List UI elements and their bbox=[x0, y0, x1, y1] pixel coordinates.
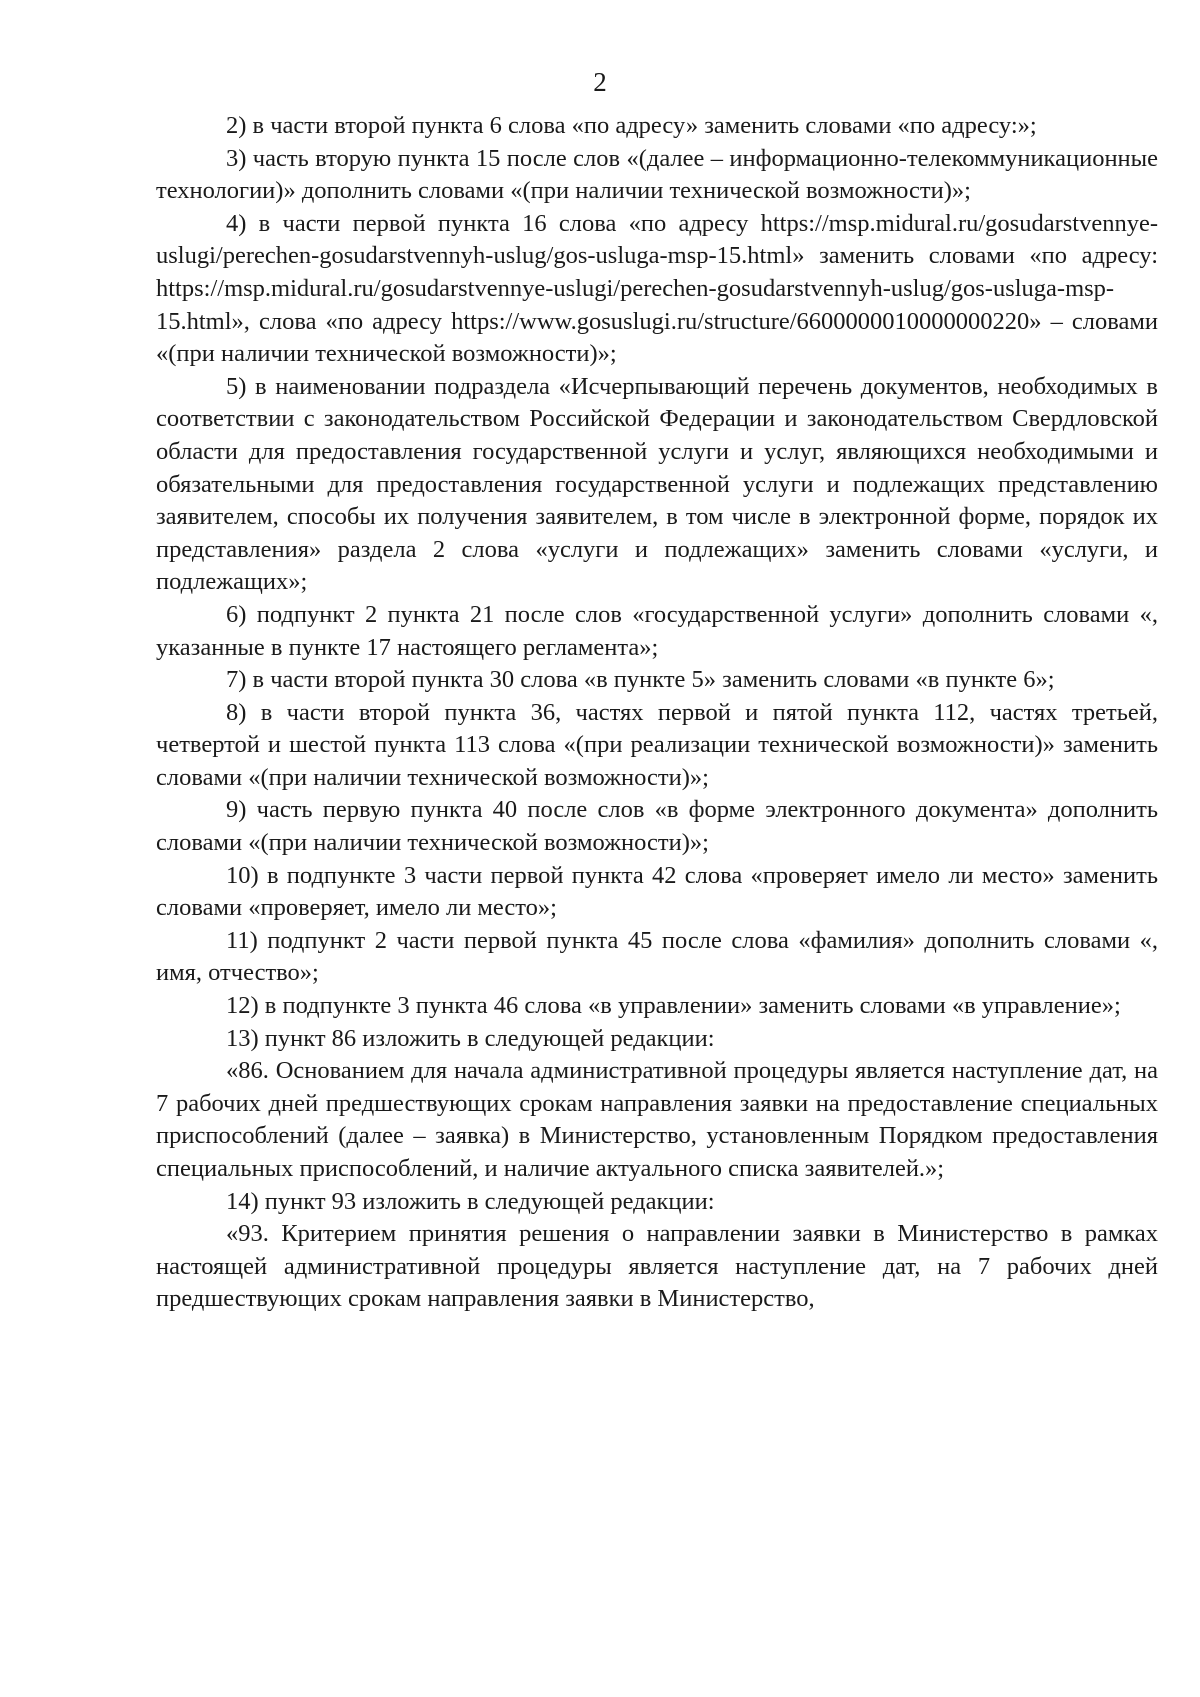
amendment-item-4: 4) в части первой пункта 16 слова «по адресу https://msp.midural.ru/gosudarstvennye-uslugi/perechen-gosudarstvennyh-uslug/gos-usluga-msp-15.html» заменить словами «по адресу: https://msp.midural.ru/gosudarstvennye-uslugi/perechen-gosudarstvennyh-uslug/gos-usluga-msp-15.html», слова «по адресу https://www.gosuslugi.ru/structure/6600000010000000220» – словами «(при наличии технической возможности)»; bbox=[156, 209, 1158, 368]
amendment-item-13: 13) пункт 86 изложить в следующей редакции: bbox=[226, 1024, 715, 1052]
amendment-item-12: 12) в подпункте 3 пункта 46 слова «в управлении» заменить словами «в управление»; bbox=[226, 992, 1121, 1020]
quoted-clause-93: «93. Критерием принятия решения о направлении заявки в Министерство в рамках настоящей административной процедуры является наступление дат, на 7 рабочих дней предшествующих срокам направления заявки в Министерство, bbox=[156, 1220, 1158, 1313]
document-body bbox=[156, 110, 1158, 1316]
amendment-item-10: 10) в подпункте 3 части первой пункта 42 слова «проверяет имело ли место» заменить словами «проверяет, имело ли место»; bbox=[156, 861, 1158, 922]
page-number: 2 bbox=[593, 67, 607, 97]
amendment-item-3: 3) часть вторую пункта 15 после слов «(далее – информационно-телекоммуникационные технологии)» дополнить словами «(при наличии технической возможности)»; bbox=[156, 144, 1158, 205]
quoted-clause-86: «86. Основанием для начала административной процедуры является наступление дат, на 7 рабочих дней предшествующих срокам направления заявки на предоставление специальных приспособлений (далее – заявка) в Министерство, установленным Порядком предоставления специальных приспособлений, и наличие актуального списка заявителей.»; bbox=[156, 1057, 1158, 1182]
amendment-item-11: 11) подпункт 2 части первой пункта 45 после слова «фамилия» дополнить словами «, имя, отчество»; bbox=[156, 926, 1158, 987]
amendment-item-7: 7) в части второй пункта 30 слова «в пункте 5» заменить словами «в пункте 6»; bbox=[226, 666, 1055, 694]
amendment-item-5: 5) в наименовании подраздела «Исчерпывающий перечень документов, необходимых в соответствии с законодательством Российской Федерации и законодательством Свердловской области для предоставления государственной услуги и услуг, являющихся необходимыми и обязательными для предоставления государственной услуги и подлежащих представлению заявителем, способы их получения заявителем, в том числе в электронной форме, порядок их представления» раздела 2 слова «услуги и подлежащих» заменить словами «услуги, и подлежащих»; bbox=[156, 372, 1158, 596]
amendment-item-14: 14) пункт 93 изложить в следующей редакции: bbox=[226, 1187, 715, 1215]
amendment-item-6: 6) подпункт 2 пункта 21 после слов «государственной услуги» дополнить словами «, указанные в пункте 17 настоящего регламента»; bbox=[156, 600, 1158, 661]
amendment-item-9: 9) часть первую пункта 40 после слов «в форме электронного документа» дополнить словами «(при наличии технической возможности)»; bbox=[156, 796, 1158, 857]
amendment-item-2: 2) в части второй пункта 6 слова «по адресу» заменить словами «по адресу:»; bbox=[226, 112, 1037, 139]
amendment-item-8: 8) в части второй пункта 36, частях первой и пятой пункта 112, частях третьей, четвертой и шестой пункта 113 слова «(при реализации технической возможности)» заменить словами «(при наличии технической возможности)»; bbox=[156, 698, 1158, 791]
